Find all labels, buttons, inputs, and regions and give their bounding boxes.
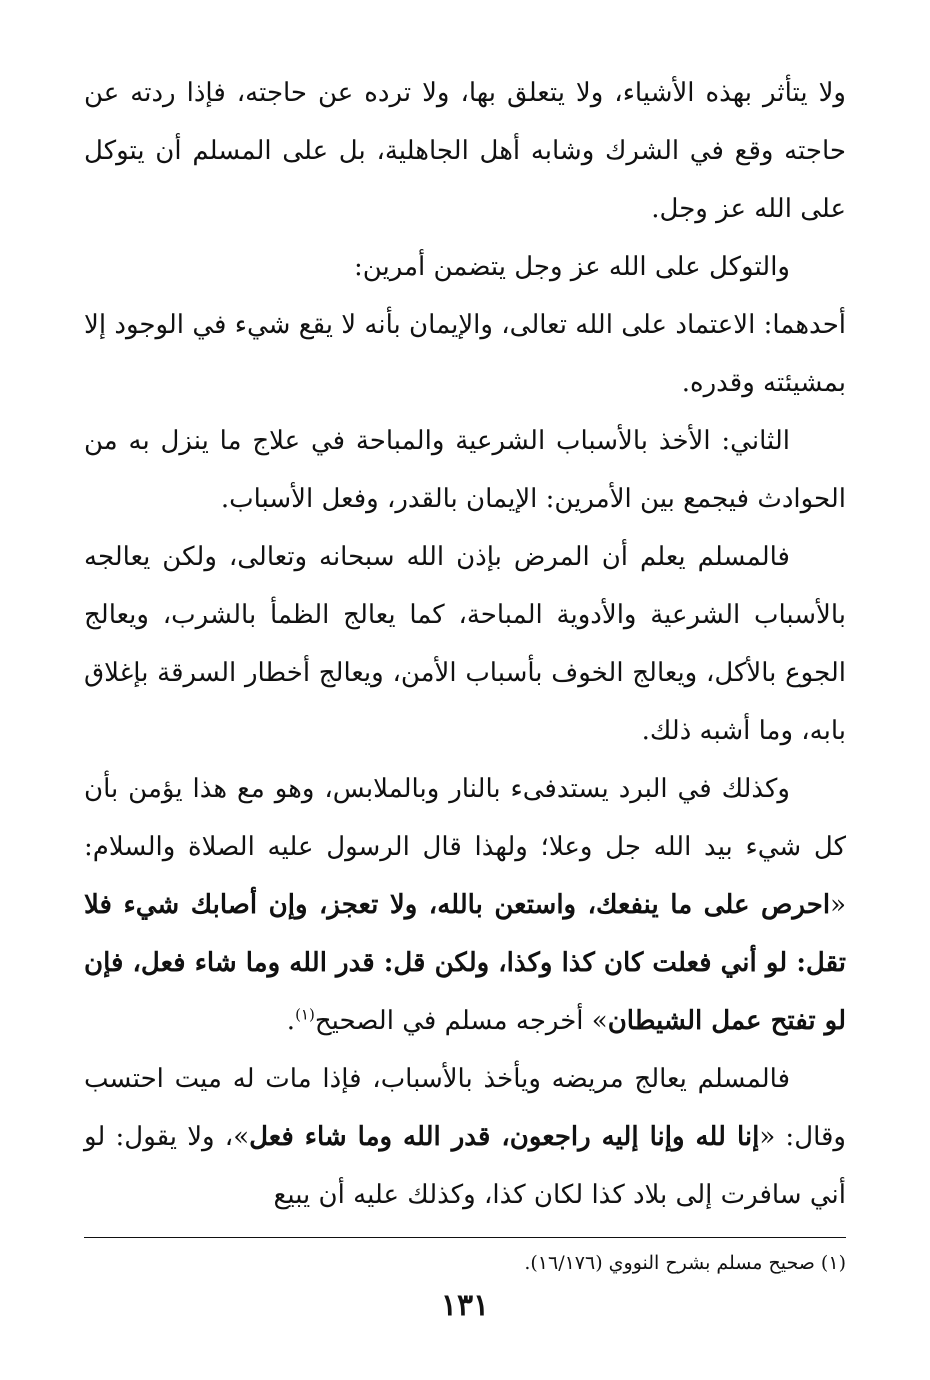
footnote: (١) صحيح مسلم بشرح النووي (١٦/١٧٦). [524, 1252, 846, 1274]
paragraph: الثاني: الأخذ بالأسباب الشرعية والمباحة في علاج ما ينزل به من الحوادث فيجمع بين الأمرين: الإيمان بالقدر، وفعل الأسباب. [84, 426, 846, 514]
closing-intro: فالمسلم يعالج مريضه ويأخذ بالأسباب، فإذا مات له ميت احتسب وقال: « [84, 1064, 846, 1152]
hadith-outro: » أخرجه مسلم في الصحيح [314, 1006, 608, 1036]
closing-quote: إنا لله وإنا إليه راجعون، قدر الله وما شاء فعل [249, 1122, 760, 1152]
closing-outro: »، ولا يقول: لو أني سافرت إلى بلاد كذا لكان كذا، وكذلك عليه أن يبيع [84, 1122, 846, 1210]
page-number: ١٣١ [440, 1288, 490, 1323]
paragraph: أحدهما: الاعتماد على الله تعالى، والإيمان بأنه لا يقع شيء في الوجود إلا بمشيئته وقدره. [84, 310, 846, 398]
hadith-quote: احرص على ما ينفعك، واستعن بالله، ولا تعجز، وإن أصابك شيء فلا تقل: لو أني فعلت كان كذا وكذا، ولكن قل: قدر الله وما شاء فعل، فإن لو تفتح عمل الشيطان [84, 890, 846, 1036]
hadith-paragraph [84, 760, 846, 1050]
hadith-intro: وكذلك في البرد يستدفىء بالنار وبالملابس، وهو مع هذا يؤمن بأن كل شيء بيد الله جل وعلا؛ ولهذا قال الرسول عليه الصلاة والسلام: « [84, 774, 846, 920]
closing-paragraph [84, 1050, 846, 1224]
hadith-end: . [286, 1006, 296, 1036]
paragraph: ولا يتأثر بهذه الأشياء، ولا يتعلق بها، ولا ترده عن حاجته، فإذا ردته عن حاجته وقع في الشرك وشابه أهل الجاهلية، بل على المسلم أن يتوكل على الله عز وجل. [84, 78, 846, 224]
paragraph: فالمسلم يعلم أن المرض بإذن الله سبحانه وتعالى، ولكن يعالجه بالأسباب الشرعية والأدوية المباحة، كما يعالج الظمأ بالشرب، ويعالج الجوع بالأكل، ويعالج الخوف بأسباب الأمن، ويعالج أخطار السرقة بإغلاق بابه، وما أشبه ذلك. [84, 542, 846, 746]
footnote-reference[interactable]: (١) [295, 1005, 315, 1024]
paragraph: والتوكل على الله عز وجل يتضمن أمرين: [353, 252, 790, 282]
footnote-divider [84, 1237, 846, 1238]
body-text [84, 64, 846, 1224]
